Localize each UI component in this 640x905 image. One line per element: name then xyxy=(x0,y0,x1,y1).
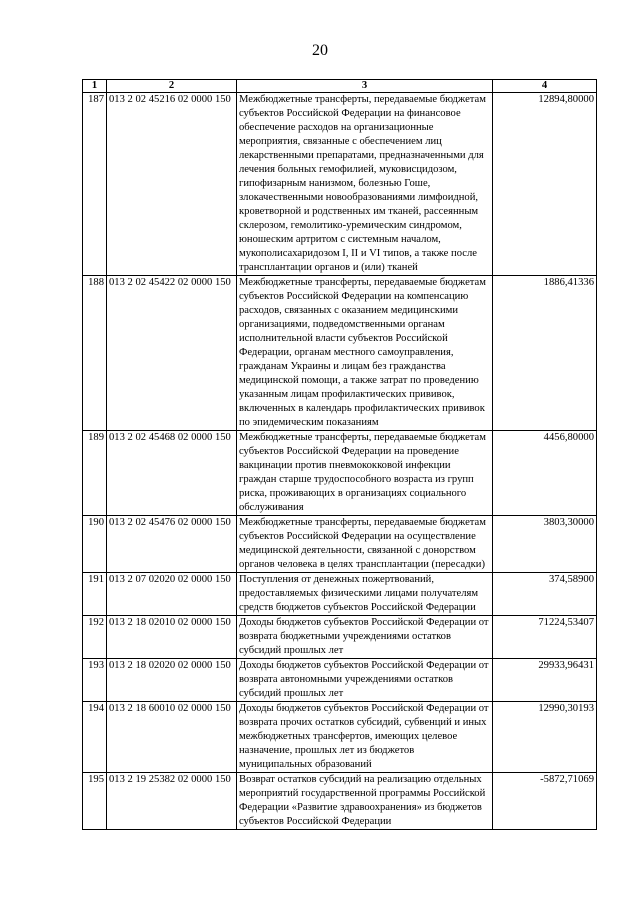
row-number: 189 xyxy=(83,431,107,516)
row-number: 191 xyxy=(83,573,107,616)
row-number: 193 xyxy=(83,659,107,702)
row-number: 190 xyxy=(83,516,107,573)
column-header-4: 4 xyxy=(493,80,597,93)
table-row xyxy=(83,659,597,702)
table-row xyxy=(83,573,597,616)
row-amount: 12894,80000 xyxy=(493,93,597,276)
budget-code: 013 2 18 02020 02 0000 150 xyxy=(107,659,237,702)
column-header-3: 3 xyxy=(237,80,493,93)
budget-code: 013 2 02 45422 02 0000 150 xyxy=(107,276,237,431)
row-amount: 12990,30193 xyxy=(493,702,597,773)
table-row xyxy=(83,773,597,830)
row-number: 194 xyxy=(83,702,107,773)
row-description: Межбюджетные трансферты, передаваемые бюджетам субъектов Российской Федерации на компенсацию расходов, связанных с оказанием медицинскими организациями, подведомственными органам исполнительной власти субъектов Российской Федерации, органам местного самоуправления, гражданам Украины и лицам без гражданства медицинской помощи, а также затрат по проведению указанным лицам профилактических прививок, включенных в календарь профилактических прививок по эпидемическим показаниям xyxy=(237,276,493,431)
row-description: Поступления от денежных пожертвований, предоставляемых физическими лицами получателям средств бюджетов субъектов Российской Федерации xyxy=(237,573,493,616)
table-row xyxy=(83,276,597,431)
row-amount: 4456,80000 xyxy=(493,431,597,516)
row-amount: 29933,96431 xyxy=(493,659,597,702)
row-description: Межбюджетные трансферты, передаваемые бюджетам субъектов Российской Федерации на осуществление медицинской деятельности, связанной с донорством органов человека в целях трансплантации (пересадки) xyxy=(237,516,493,573)
row-amount: 3803,30000 xyxy=(493,516,597,573)
table-row xyxy=(83,93,597,276)
row-amount: -5872,71069 xyxy=(493,773,597,830)
table-header-row xyxy=(83,80,597,93)
budget-code: 013 2 02 45476 02 0000 150 xyxy=(107,516,237,573)
budget-code: 013 2 02 45216 02 0000 150 xyxy=(107,93,237,276)
row-description: Межбюджетные трансферты, передаваемые бюджетам субъектов Российской Федерации на финансовое обеспечение расходов на организационные мероприятия, связанные с обеспечением лиц лекарственными препаратами, предназначенными для лечения больных гемофилией, муковисцидозом, гипофизарным нанизмом, болезнью Гоше, злокачественными новообразованиями лимфоидной, кроветворной и родственных им тканей, рассеянным склерозом, гемолитико-уремическим синдромом, юношеским артритом с системным началом, мукополисахаридозом I, II и VI типов, а также после трансплантации органов и (или) тканей xyxy=(237,93,493,276)
row-description: Доходы бюджетов субъектов Российской Федерации от возврата бюджетными учреждениями остатков субсидий прошлых лет xyxy=(237,616,493,659)
row-number: 188 xyxy=(83,276,107,431)
page-number: 20 xyxy=(312,42,328,59)
row-number: 187 xyxy=(83,93,107,276)
budget-code: 013 2 02 45468 02 0000 150 xyxy=(107,431,237,516)
table-row xyxy=(83,516,597,573)
column-header-1: 1 xyxy=(83,80,107,93)
row-description: Доходы бюджетов субъектов Российской Федерации от возврата прочих остатков субсидий, субвенций и иных межбюджетных трансфертов, имеющих целевое назначение, прошлых лет из бюджетов муниципальных образований xyxy=(237,702,493,773)
row-amount: 1886,41336 xyxy=(493,276,597,431)
budget-code: 013 2 19 25382 02 0000 150 xyxy=(107,773,237,830)
row-description: Межбюджетные трансферты, передаваемые бюджетам субъектов Российской Федерации на проведение вакцинации против пневмококковой инфекции граждан старше трудоспособного возраста из групп риска, проживающих в организациях социального обслуживания xyxy=(237,431,493,516)
budget-code: 013 2 18 60010 02 0000 150 xyxy=(107,702,237,773)
row-description: Возврат остатков субсидий на реализацию отдельных мероприятий государственной программы Российской Федерации «Развитие здравоохранения» из бюджетов субъектов Российской Федерации xyxy=(237,773,493,830)
column-header-2: 2 xyxy=(107,80,237,93)
budget-code: 013 2 18 02010 02 0000 150 xyxy=(107,616,237,659)
row-description: Доходы бюджетов субъектов Российской Федерации от возврата автономными учреждениями остатков субсидий прошлых лет xyxy=(237,659,493,702)
row-amount: 374,58900 xyxy=(493,573,597,616)
table-row xyxy=(83,702,597,773)
row-number: 192 xyxy=(83,616,107,659)
row-number: 195 xyxy=(83,773,107,830)
budget-code: 013 2 07 02020 02 0000 150 xyxy=(107,573,237,616)
budget-revenue-table xyxy=(82,79,597,830)
table-row xyxy=(83,431,597,516)
table-row xyxy=(83,616,597,659)
row-amount: 71224,53407 xyxy=(493,616,597,659)
